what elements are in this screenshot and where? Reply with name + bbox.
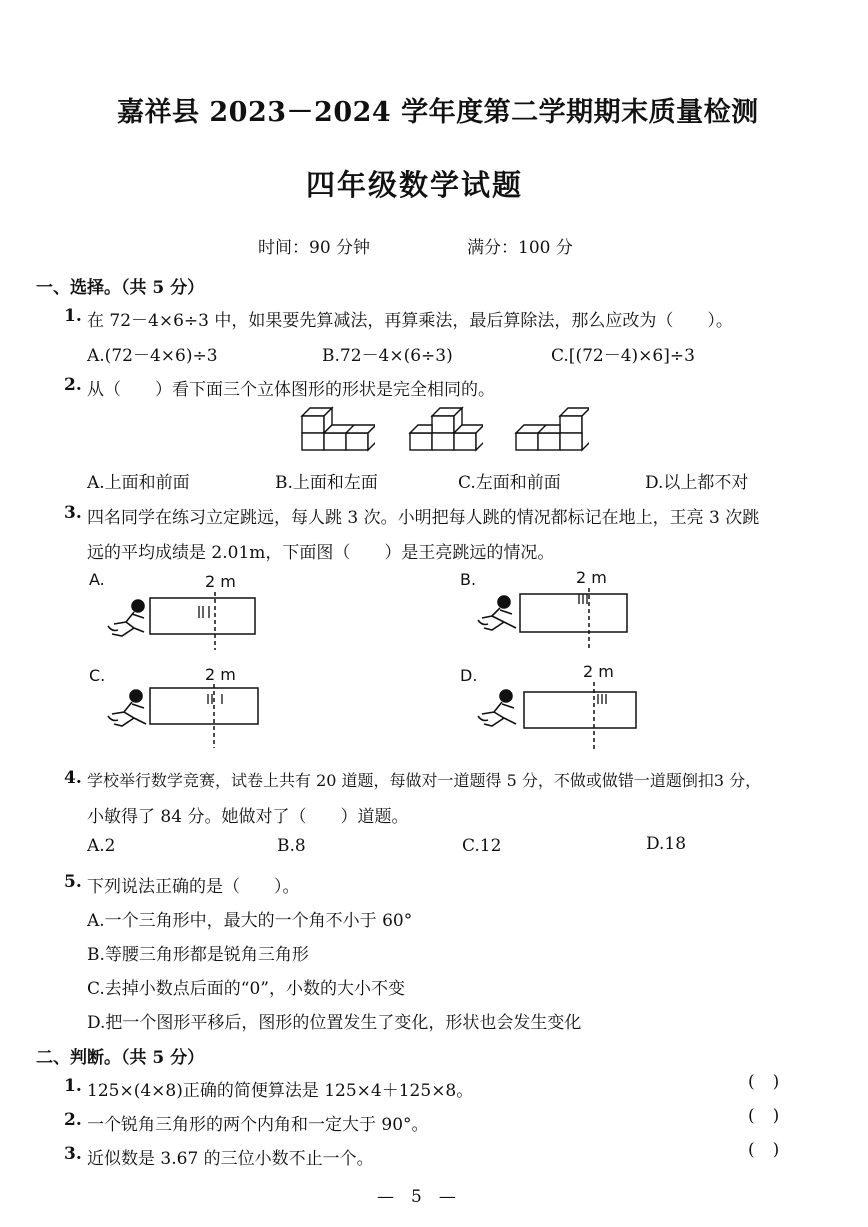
q2-option-c: C.左面和前面 <box>458 473 561 493</box>
q3-line2: 远的平均成绩是 2.01m，下面图（ ）是王亮跳远的情况。 <box>87 543 555 563</box>
judge-1-bracket[interactable]: () <box>748 1072 798 1092</box>
cube-figure-1 <box>300 406 375 456</box>
q4-line1: 学校举行数学竞赛，试卷上共有 20 道题，每做对一道题得 5 分，不做或做错一道题倒扣3 分， <box>87 771 762 790</box>
q4-option-b: B.8 <box>277 836 306 856</box>
q1-option-a: A.(72－4×6)÷3 <box>87 346 218 366</box>
q4-number: 4. <box>64 768 82 788</box>
q3-line1: 四名同学在练习立定跳远，每人跳 3 次。小明把每人跳的情况都标记在地上，王亮 3 次跳 <box>87 508 760 528</box>
jump-panel-b <box>474 588 634 650</box>
jumper-figure-c <box>108 690 146 726</box>
q4-line2: 小敏得了 84 分。她做对了（ ）道题。 <box>87 807 409 827</box>
q5-option-c: C.去掉小数点后面的“0”，小数的大小不变 <box>87 979 406 999</box>
q1-text: 在 72－4×6÷3 中，如果要先算减法，再算乘法，最后算除法，那么应改为（ ）。 <box>87 311 733 331</box>
q4-option-d: D.18 <box>646 834 687 854</box>
jumper-figure-d <box>478 690 516 726</box>
q2-option-d: D.以上都不对 <box>645 473 749 493</box>
q5-option-d: D.把一个图形平移后，图形的位置发生了变化，形状也会发生变化 <box>87 1013 582 1033</box>
judge-2-number: 2. <box>64 1110 82 1130</box>
q2-option-b: B.上面和左面 <box>275 473 378 493</box>
q3-label-c: C. <box>89 666 106 685</box>
q3-mark-c: 2 m <box>205 665 236 684</box>
judge-3-number: 3. <box>64 1144 82 1164</box>
exam-subtitle: 四年级数学试题 <box>306 168 524 202</box>
exam-score: 满分：100 分 <box>467 238 573 258</box>
q4-option-a: A.2 <box>87 836 116 856</box>
q2-text: 从（ ）看下面三个立体图形的形状是完全相同的。 <box>87 380 495 400</box>
q3-label-a: A. <box>89 570 105 589</box>
judge-3-text: 近似数是 3.67 的三位小数不止一个。 <box>87 1149 374 1169</box>
q5-text: 下列说法正确的是（ ）。 <box>87 877 300 897</box>
q1-option-c: C.[(72－4)×6]÷3 <box>551 346 695 366</box>
section-1-heading: 一、选择。（共 5 分） <box>36 278 205 298</box>
jump-panel-d <box>474 682 644 754</box>
exam-title: 嘉祥县 2023－2024 学年度第二学期期末质量检测 <box>117 97 759 128</box>
q2-number: 2. <box>64 375 82 395</box>
q3-number: 3. <box>64 503 82 523</box>
q3-mark-b: 2 m <box>576 568 607 587</box>
q3-mark-d: 2 m <box>583 662 614 681</box>
q5-option-b: B.等腰三角形都是锐角三角形 <box>87 945 309 965</box>
jumper-figure-b <box>478 596 516 630</box>
q3-label-b: B. <box>460 570 477 589</box>
q3-mark-a: 2 m <box>205 572 236 591</box>
q4-option-c: C.12 <box>462 836 502 856</box>
q5-number: 5. <box>64 872 82 892</box>
q5-option-a: A.一个三角形中，最大的一个角不小于 60° <box>87 911 413 931</box>
judge-3-bracket[interactable]: () <box>748 1140 798 1160</box>
jump-panel-a <box>104 592 264 652</box>
exam-time: 时间：90 分钟 <box>258 238 371 258</box>
q3-label-d: D. <box>460 666 478 685</box>
jump-panel-c <box>104 684 264 750</box>
judge-1-number: 1. <box>64 1076 82 1096</box>
jumper-figure-a <box>108 600 144 636</box>
section-2-heading: 二、判断。（共 5 分） <box>36 1048 205 1068</box>
page-number: — 5 — <box>377 1187 456 1207</box>
judge-2-text: 一个锐角三角形的两个内角和一定大于 90°。 <box>87 1115 429 1135</box>
judge-2-bracket[interactable]: () <box>748 1106 798 1126</box>
cube-figure-3 <box>514 406 589 456</box>
judge-1-text: 125×(4×8)正确的简便算法是 125×4＋125×8。 <box>87 1081 474 1101</box>
cube-figure-2 <box>408 406 483 456</box>
q1-number: 1. <box>64 306 82 326</box>
q1-option-b: B.72－4×(6÷3) <box>322 346 453 366</box>
q2-option-a: A.上面和前面 <box>87 473 190 493</box>
